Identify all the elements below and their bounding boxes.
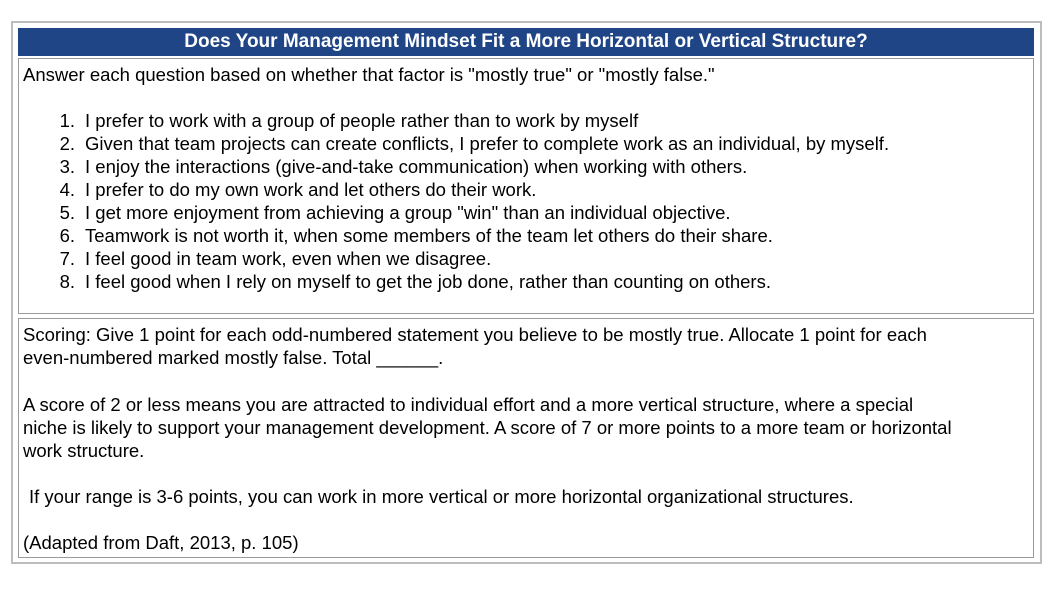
- interpretation-line: work structure.: [23, 440, 145, 461]
- interpretation-line: A score of 2 or less means you are attracted to individual effort and a more vertical structure, where a special: [23, 394, 914, 415]
- question-text: I prefer to work with a group of people rather than to work by myself: [85, 110, 639, 131]
- question-number: 4.: [59, 179, 75, 200]
- questions-section: [18, 58, 1034, 314]
- interpretation-text: [23, 393, 1029, 462]
- list-item: [23, 178, 889, 201]
- instructions-text: Answer each question based on whether that factor is "mostly true" or "mostly false.": [23, 64, 715, 85]
- question-number: 5.: [59, 202, 75, 223]
- list-item: [23, 155, 889, 178]
- question-number: 8.: [59, 271, 75, 292]
- list-item: [23, 247, 889, 270]
- list-item: [23, 109, 889, 132]
- list-item: [23, 201, 889, 224]
- list-item: [23, 224, 889, 247]
- question-text: Given that team projects can create conflicts, I prefer to complete work as an individual, by myself.: [85, 133, 890, 154]
- question-text: Teamwork is not worth it, when some members of the team let others do their share.: [85, 225, 773, 246]
- question-number: 3.: [59, 156, 75, 177]
- range-note: If your range is 3-6 points, you can work in more vertical or more horizontal organizational structures.: [29, 486, 854, 507]
- scoring-line: even-numbered marked mostly false. Total ______.: [23, 347, 444, 368]
- question-text: I prefer to do my own work and let others do their work.: [85, 179, 537, 200]
- question-number: 1.: [59, 110, 75, 131]
- page-title: Does Your Management Mindset Fit a More Horizontal or Vertical Structure?: [18, 28, 1034, 56]
- citation: (Adapted from Daft, 2013, p. 105): [23, 532, 299, 553]
- question-number: 2.: [59, 133, 75, 154]
- list-item: [23, 270, 889, 293]
- quiz-panel: [11, 21, 1042, 564]
- scoring-section: [18, 318, 1034, 558]
- question-text: I feel good in team work, even when we disagree.: [85, 248, 492, 269]
- question-number: 6.: [59, 225, 75, 246]
- list-item: [23, 132, 889, 155]
- question-number: 7.: [59, 248, 75, 269]
- scoring-text: [23, 323, 1029, 369]
- scoring-line: Scoring: Give 1 point for each odd-numbered statement you believe to be mostly true. Allocate 1 point for each: [23, 324, 927, 345]
- question-list: [23, 109, 889, 293]
- question-text: I get more enjoyment from achieving a group "win" than an individual objective.: [85, 202, 731, 223]
- question-text: I enjoy the interactions (give-and-take communication) when working with others.: [85, 156, 748, 177]
- question-text: I feel good when I rely on myself to get the job done, rather than counting on others.: [85, 271, 771, 292]
- interpretation-line: niche is likely to support your management development. A score of 7 or more points to a more team or horizontal: [23, 417, 952, 438]
